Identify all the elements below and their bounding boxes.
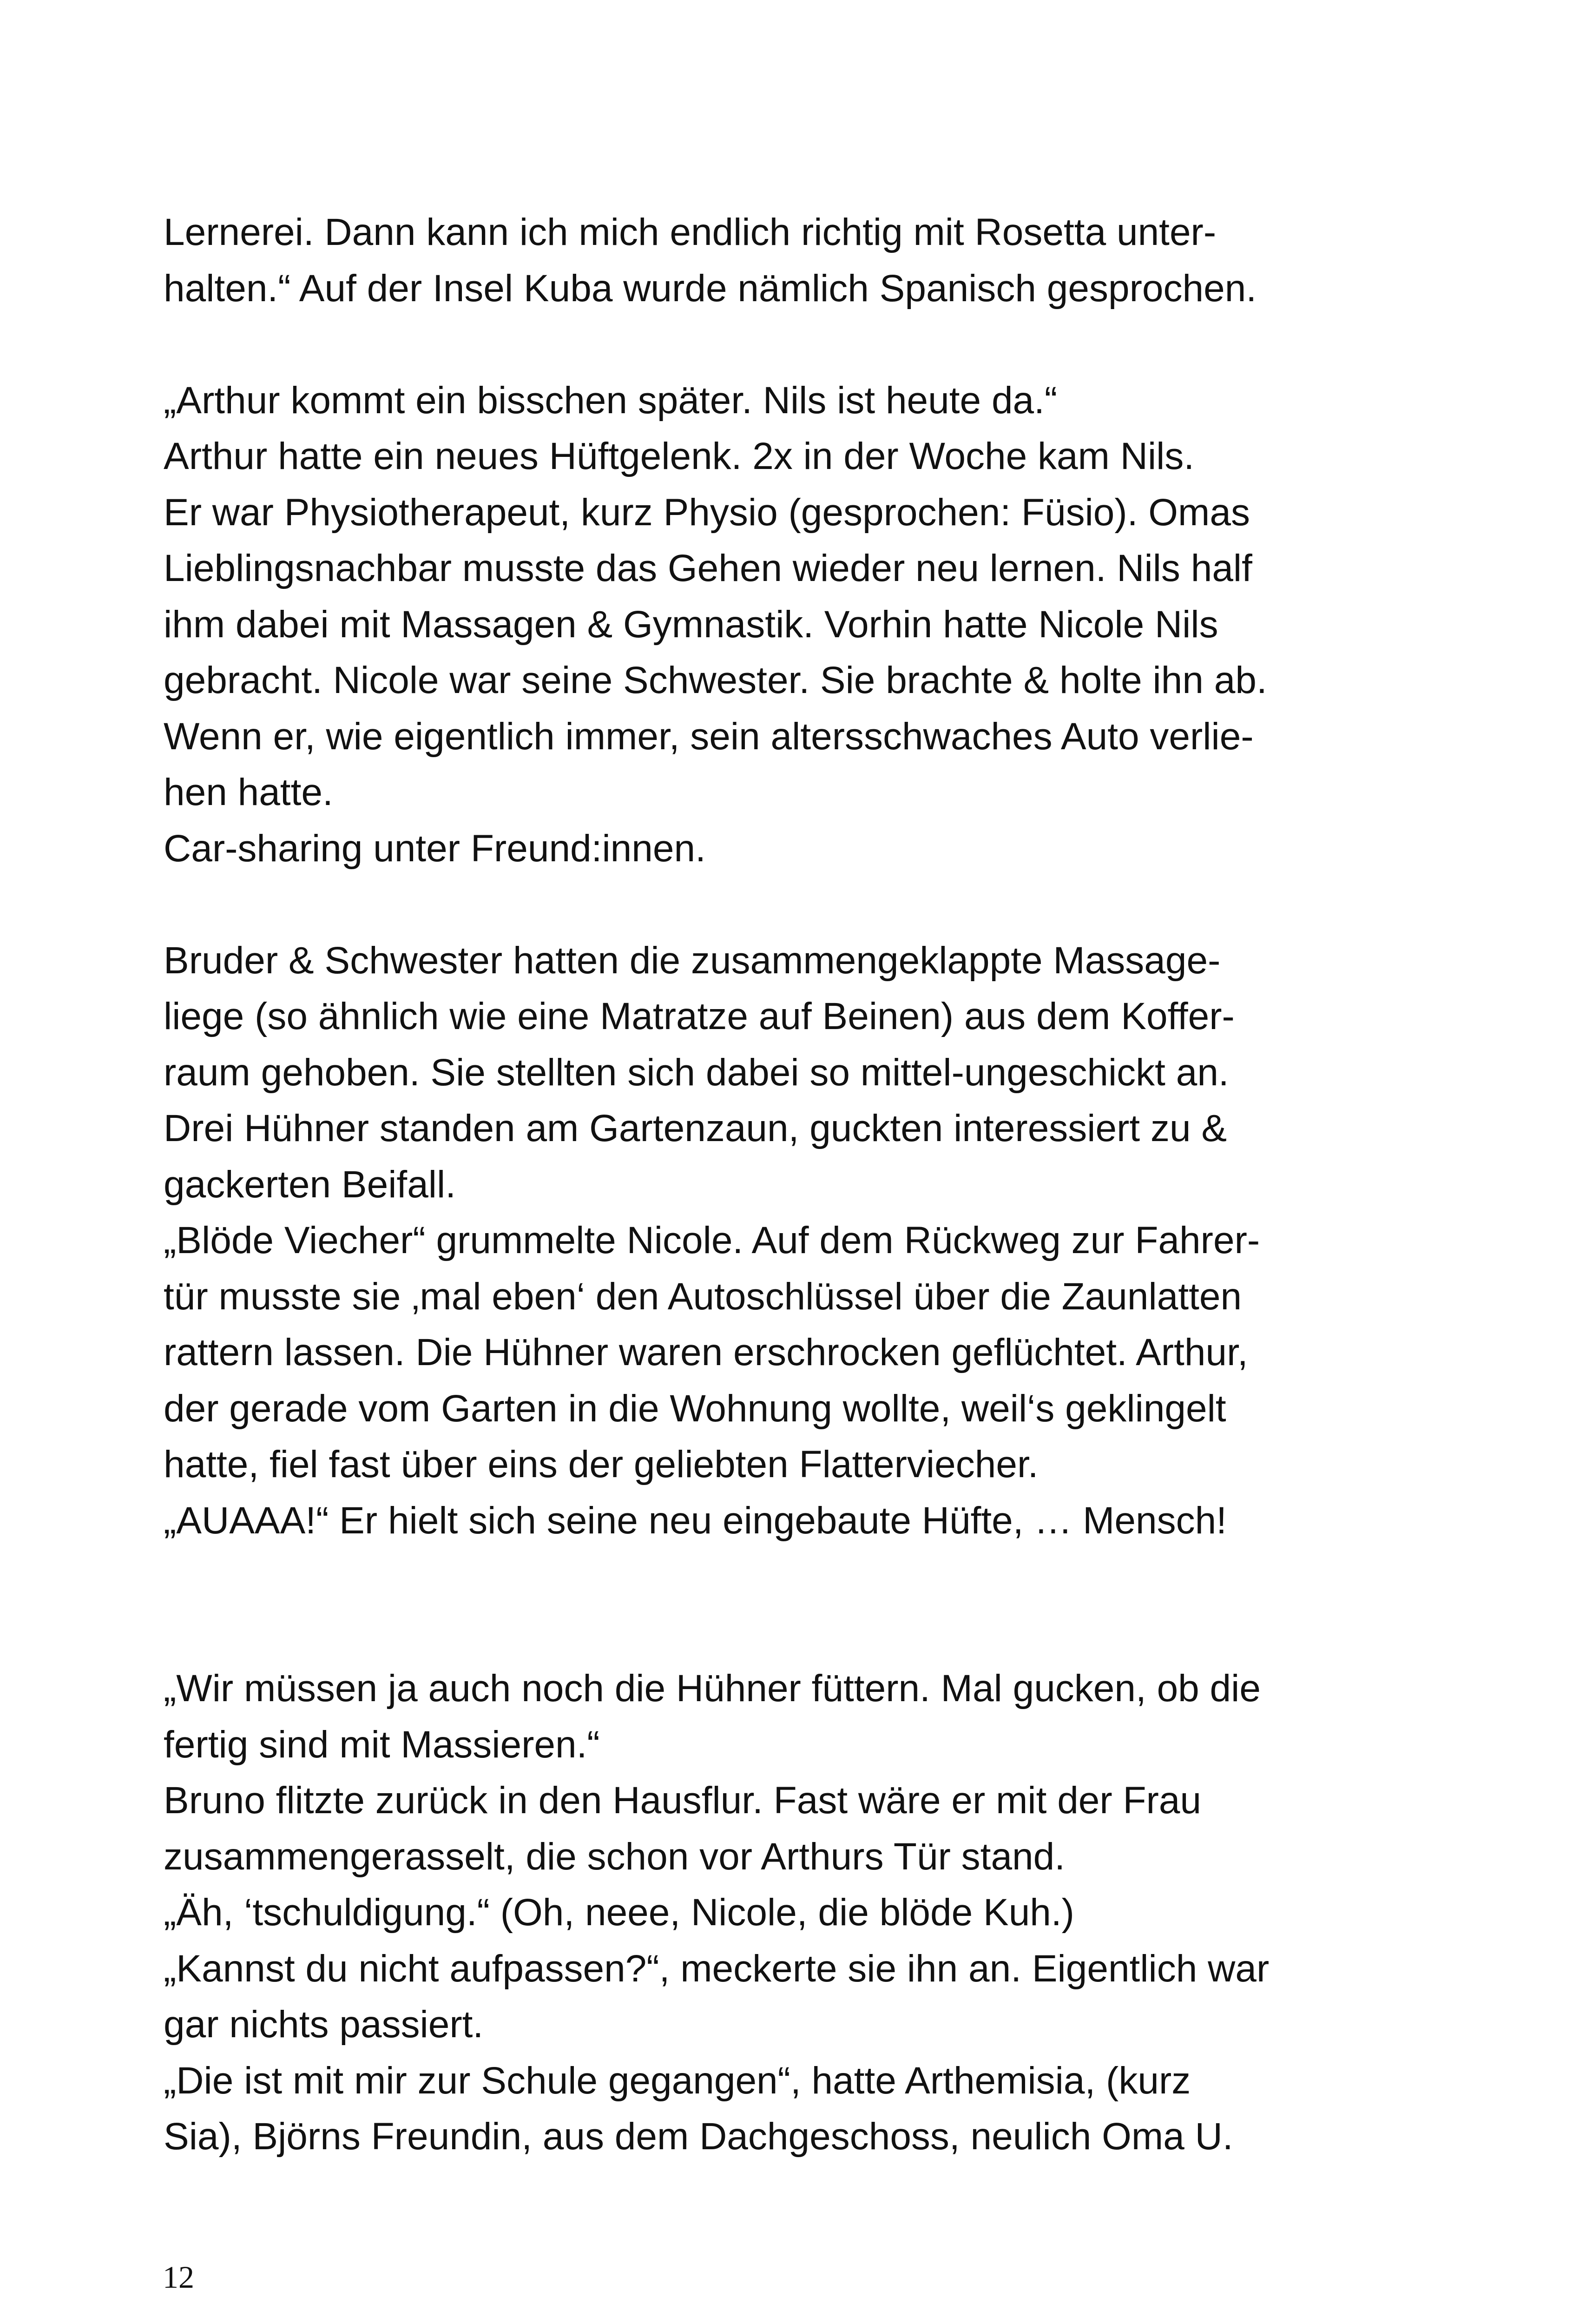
text-line: Sia), Björns Freundin, aus dem Dachgeschoss, neulich Oma U. <box>164 2115 1233 2158</box>
text-line: ihm dabei mit Massagen & Gymnastik. Vorhin hatte Nicole Nils <box>164 603 1218 646</box>
paragraph <box>164 933 1437 1549</box>
text-line: „Die ist mit mir zur Schule gegangen“, hatte Arthemisia, (kurz <box>164 2059 1191 2102</box>
text-line: Lieblingsnachbar musste das Gehen wieder neu lernen. Nils half <box>164 547 1252 589</box>
paragraph <box>164 1661 1437 2165</box>
text-line: fertig sind mit Massieren.“ <box>164 1723 600 1766</box>
body-text <box>164 205 1437 2165</box>
text-line: hatte, fiel fast über eins der geliebten Flatterviecher. <box>164 1443 1039 1486</box>
text-line: Lernerei. Dann kann ich mich endlich richtig mit Rosetta unter- <box>164 211 1217 253</box>
text-line: gar nichts passiert. <box>164 2003 484 2046</box>
text-line: „AUAAA!“ Er hielt sich seine neu eingebaute Hüfte, … Mensch! <box>164 1499 1227 1542</box>
text-line: gackerten Beifall. <box>164 1163 456 1206</box>
paragraph <box>164 373 1437 877</box>
paragraph-spacer <box>164 877 1437 933</box>
text-line: Car-sharing unter Freund:innen. <box>164 827 706 870</box>
text-line: gebracht. Nicole war seine Schwester. Sie brachte & holte ihn ab. <box>164 659 1267 701</box>
text-line: der gerade vom Garten in die Wohnung wollte, weil‘s geklingelt <box>164 1387 1226 1430</box>
text-line: zusammengerasselt, die schon vor Arthurs Tür stand. <box>164 1835 1066 1878</box>
text-line: Drei Hühner standen am Gartenzaun, guckten interessiert zu & <box>164 1107 1227 1149</box>
page-number: 12 <box>163 2259 194 2295</box>
text-line: „Blöde Viecher“ grummelte Nicole. Auf dem Rückweg zur Fahrer- <box>164 1219 1260 1261</box>
text-line: Bruder & Schwester hatten die zusammengeklappte Massage- <box>164 939 1221 982</box>
paragraph-spacer <box>164 317 1437 373</box>
text-line: „Äh, ‘tschuldigung.“ (Oh, neee, Nicole, die blöde Kuh.) <box>164 1891 1074 1934</box>
text-line: „Wir müssen ja auch noch die Hühner füttern. Mal gucken, ob die <box>164 1667 1261 1710</box>
paragraph <box>164 205 1437 317</box>
text-line: Wenn er, wie eigentlich immer, sein altersschwaches Auto verlie- <box>164 715 1254 758</box>
paragraph-spacer <box>164 1549 1437 1661</box>
text-line: liege (so ähnlich wie eine Matratze auf Beinen) aus dem Koffer- <box>164 995 1235 1037</box>
text-line: raum gehoben. Sie stellten sich dabei so mittel-ungeschickt an. <box>164 1051 1229 1094</box>
text-line: Er war Physiotherapeut, kurz Physio (gesprochen: Füsio). Omas <box>164 491 1250 534</box>
text-line: „Arthur kommt ein bisschen später. Nils ist heute da.“ <box>164 379 1058 422</box>
text-line: Bruno flitzte zurück in den Hausflur. Fast wäre er mit der Frau <box>164 1779 1202 1822</box>
text-line: halten.“ Auf der Insel Kuba wurde nämlich Spanisch gesprochen. <box>164 267 1257 310</box>
text-line: Arthur hatte ein neues Hüftgelenk. 2x in der Woche kam Nils. <box>164 435 1195 477</box>
text-line: hen hatte. <box>164 771 333 813</box>
text-line: rattern lassen. Die Hühner waren erschrocken geflüchtet. Arthur, <box>164 1331 1248 1373</box>
text-line: tür musste sie ‚mal eben‘ den Autoschlüssel über die Zaunlatten <box>164 1275 1242 1318</box>
text-line: „Kannst du nicht aufpassen?“, meckerte sie ihn an. Eigentlich war <box>164 1947 1270 1990</box>
